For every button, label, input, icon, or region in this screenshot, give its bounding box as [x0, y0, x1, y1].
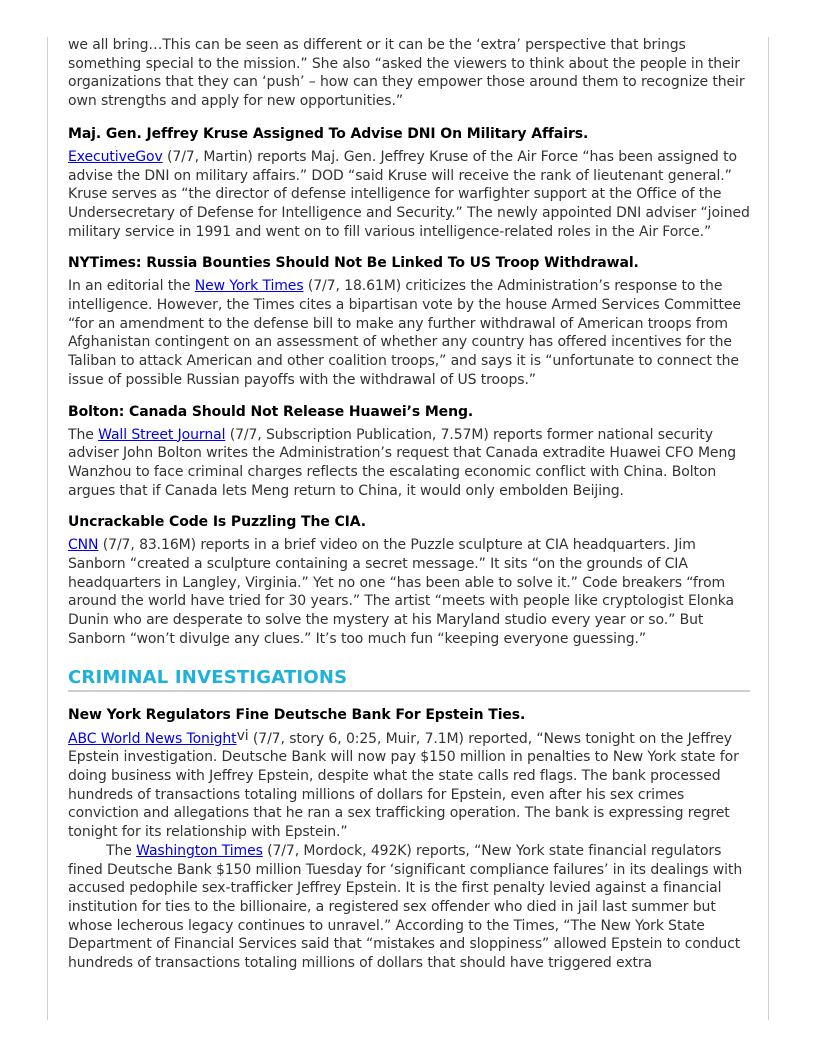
article-text: (7/7, Mordock, 492K) reports, “New York state financial regulators fined Deutsche Bank $150 million Tuesday for ‘significant compliance failures’ in its dealings with accused pedophile sex-trafficker Jeffrey Epstein. It is the first penalty levied against a financial institution for ties to the billionaire, a registered sex offender who died in jail last summer but whose lecherous legacy continues to unravel.” According to the Times, “The New York State Department of Financial Services said that “mistakes and sloppiness” allowed Epstein to conduct hundreds of transactions totaling millions of dollars that should have triggered extra — [68, 842, 743, 972]
article-text: (7/7, 83.16M) reports in a brief video on the Puzzle sculpture at CIA headquarters. Jim Sanborn “created a sculpture containing a secret message.” It sits “on the grounds of CIA headquarters in Langley, Virginia.” Yet no one “has been able to solve it.” Code breakers “from around the world have tried for 30 years.” The artist “meets with people like cryptologist Elonka Dunin who are desperate to solve the mystery at his Maryland studio every year or so.” But Sanborn “won’t divulge any clues.” It’s too much fun “keeping everyone guessing.” — [68, 537, 734, 647]
article-headline: Maj. Gen. Jeffrey Kruse Assigned To Advise DNI On Military Affairs. — [68, 125, 589, 142]
article-body — [68, 148, 750, 242]
article-headline: Uncrackable Code Is Puzzling The CIA. — [68, 514, 366, 531]
source-link[interactable]: New York Times — [194, 278, 304, 295]
article-body — [68, 536, 750, 648]
article-lead: In an editorial the — [68, 278, 195, 295]
article-lead: The — [106, 842, 137, 859]
source-link[interactable]: Wall Street Journal — [98, 426, 226, 443]
article-body-continued — [68, 842, 750, 973]
article-body — [68, 426, 750, 501]
source-link[interactable]: CNN — [68, 537, 99, 554]
article-headline: NYTimes: Russia Bounties Should Not Be Linked To US Troop Withdrawal. — [68, 255, 639, 272]
source-link[interactable]: ExecutiveGov — [68, 148, 163, 165]
article-text: (7/7, Subscription Publication, 7.57M) reports former national security adviser John Bolton writes the Administration’s request that Canada extradite Huawei CFO Meng Wanzhou to face criminal charges reflects the escalating economic conflict with China. Bolton argues that if Canada lets Meng return to China, it would only embolden Beijing. — [68, 426, 736, 499]
document-body — [68, 36, 750, 973]
source-link[interactable]: ABC World News Tonight — [68, 730, 237, 747]
article-text: (7/7, 18.61M) criticizes the Administration’s response to the intelligence. However, the Times cites a bipartisan vote by the house Armed Services Committee “for an amendment to the defense bill to make any further withdrawal of American troops from Afghanistan contingent on an assessment of whether any country has offered incentives for the Taliban to attack American and other coalition troops,” and says it is “unfortunate to connect the issue of possible Russian payoffs with the withdrawal of US troops.” — [68, 278, 741, 388]
article-lead: The — [68, 426, 99, 443]
article-body — [68, 277, 750, 389]
article-body — [68, 727, 750, 842]
left-margin-rule — [47, 37, 48, 1020]
source-link[interactable]: Washington Times — [136, 842, 263, 859]
footnote-marker[interactable]: vi — [236, 727, 249, 744]
article-text: (7/7, story 6, 0:25, Muir, 7.1M) reported, “News tonight on the Jeffrey Epstein investigation. Deutsche Bank will now pay $150 million in penalties to New York state for doing business with Jeffrey Epstein, despite what the state calls red flags. The bank processed hundreds of transactions totaling millions of dollars for Epstein, even after his sex crimes conviction and allegations that he ran a sex trafficking operation. The bank is expressing regret tonight for its relationship with Epstein.” — [68, 730, 739, 841]
section-heading: CRIMINAL INVESTIGATIONS — [68, 667, 750, 692]
article-text: (7/7, Martin) reports Maj. Gen. Jeffrey Kruse of the Air Force “has been assigned to advise the DNI on military affairs.” DOD “said Kruse will receive the rank of lieutenant general.” Kruse serves as “the director of defense intelligence for warfighter support at the Office of the Undersecretary of Defense for Intelligence and Security.” The newly appointed DNI adviser “joined military service in 1991 and went on to fill various intelligence-related roles in the Air Force.” — [68, 148, 750, 240]
right-margin-rule — [768, 37, 769, 1020]
article-headline: New York Regulators Fine Deutsche Bank For Epstein Ties. — [68, 706, 526, 723]
article-headline: Bolton: Canada Should Not Release Huawei’s Meng. — [68, 403, 474, 420]
intro-paragraph: we all bring…This can be seen as different or it can be the ‘extra’ perspective that brings something special to the mission.” She also “asked the viewers to think about the people in their organizations that they can ‘push’ – how can they empower those around them to recognize their own strengths and apply for new opportunities.” — [68, 37, 745, 110]
